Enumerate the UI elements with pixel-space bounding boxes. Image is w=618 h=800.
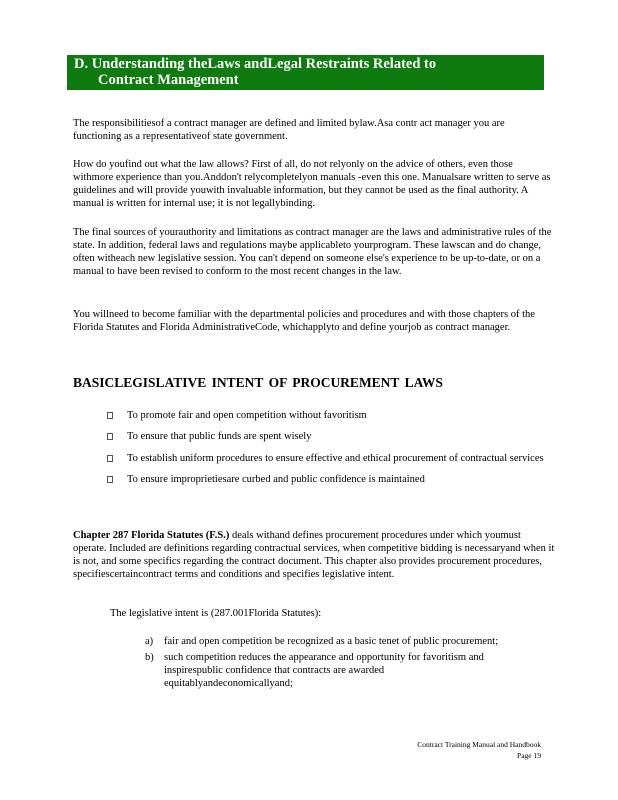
list-item: b) such competition reduces the appearance and opportunity for favoritism and inspirespublic confidence that contracts are awarded equitablyandeconomicallyand; xyxy=(145,652,484,689)
legislative-intent-line: The legislative intent is (287.001Florida Statutes): xyxy=(110,608,322,619)
bullet-box-icon xyxy=(107,412,113,419)
section-title-line1: D. Understanding theLaws andLegal Restraints Related to xyxy=(74,56,437,72)
paragraph-law-allows: How do youfind out what the law allows? First of all, do not relyonly on the advice of others, even those withmore experience than you.Anddon't relycompletelyon manuals -even this one. Manualsare written to serve as guidelines and will provide youwith invaluable information, but they cannot be used as the final authority. A manual is written for internal use; it is not legallybinding. xyxy=(73,159,551,209)
section-title-line2: Contract Management xyxy=(98,72,239,88)
section-title-banner xyxy=(67,55,544,90)
chapter-text: deals withand defines procurement procedures under which youmust operate. Included are definitions regarding contractual services, when competitive bidding is necessaryand when it is not, and some specifics regarding the contract document. This chapter also provides procurement procedures, specifiescertaincontract terms and conditions and specifies legislative intent. xyxy=(73,530,555,580)
list-item: To promote fair and open competition without favoritism xyxy=(107,405,547,426)
footer-title: Contract Training Manual and Handbook xyxy=(417,740,541,749)
list-item: a) fair and open competition be recognized as a basic tenet of public procurement; xyxy=(145,636,499,647)
list-item: To ensure that public funds are spent wisely xyxy=(107,426,547,447)
page-footer xyxy=(417,739,541,761)
basic-intent-heading: BASICLEGISLATIVE INTENT OF PROCUREMENT LAWS xyxy=(73,375,443,390)
paragraph-final-sources: The final sources of yourauthority and limitations as contract manager are the laws and administrative rules of the state. In addition, federal laws and regulations maybe applicableto yourprogram. These lawscan and do change, often witheach new legislative session. You can't depend on someone else's experience to be up-to-date, or on a manual to have been revised to conform to the most recent changes in the law. xyxy=(73,227,552,277)
paragraph-familiar: You willneed to become familiar with the departmental policies and procedures and with those chapters of the Florida Statutes and Florida AdministrativeCode, whichapplyto and define yourjob as contract manager. xyxy=(73,309,535,333)
paragraph-chapter-287 xyxy=(73,529,555,581)
page-number: Page 19 xyxy=(517,751,541,760)
bullet-box-icon xyxy=(107,433,113,440)
chapter-label: Chapter 287 Florida Statutes (F.S.) xyxy=(73,530,230,541)
paragraph-responsibilities: The responsibilitiesof a contract manager are defined and limited bylaw.Asa contr act manager you are functioning as a representativeof state government. xyxy=(73,118,505,142)
bullet-box-icon xyxy=(107,455,113,462)
intent-ordered-list xyxy=(145,635,505,693)
bullet-box-icon xyxy=(107,476,113,483)
list-item: To establish uniform procedures to ensure effective and ethical procurement of contractual services xyxy=(107,448,547,469)
intent-bullet-list xyxy=(107,405,547,490)
list-item: To ensure improprietiesare curbed and public confidence is maintained xyxy=(107,469,547,490)
